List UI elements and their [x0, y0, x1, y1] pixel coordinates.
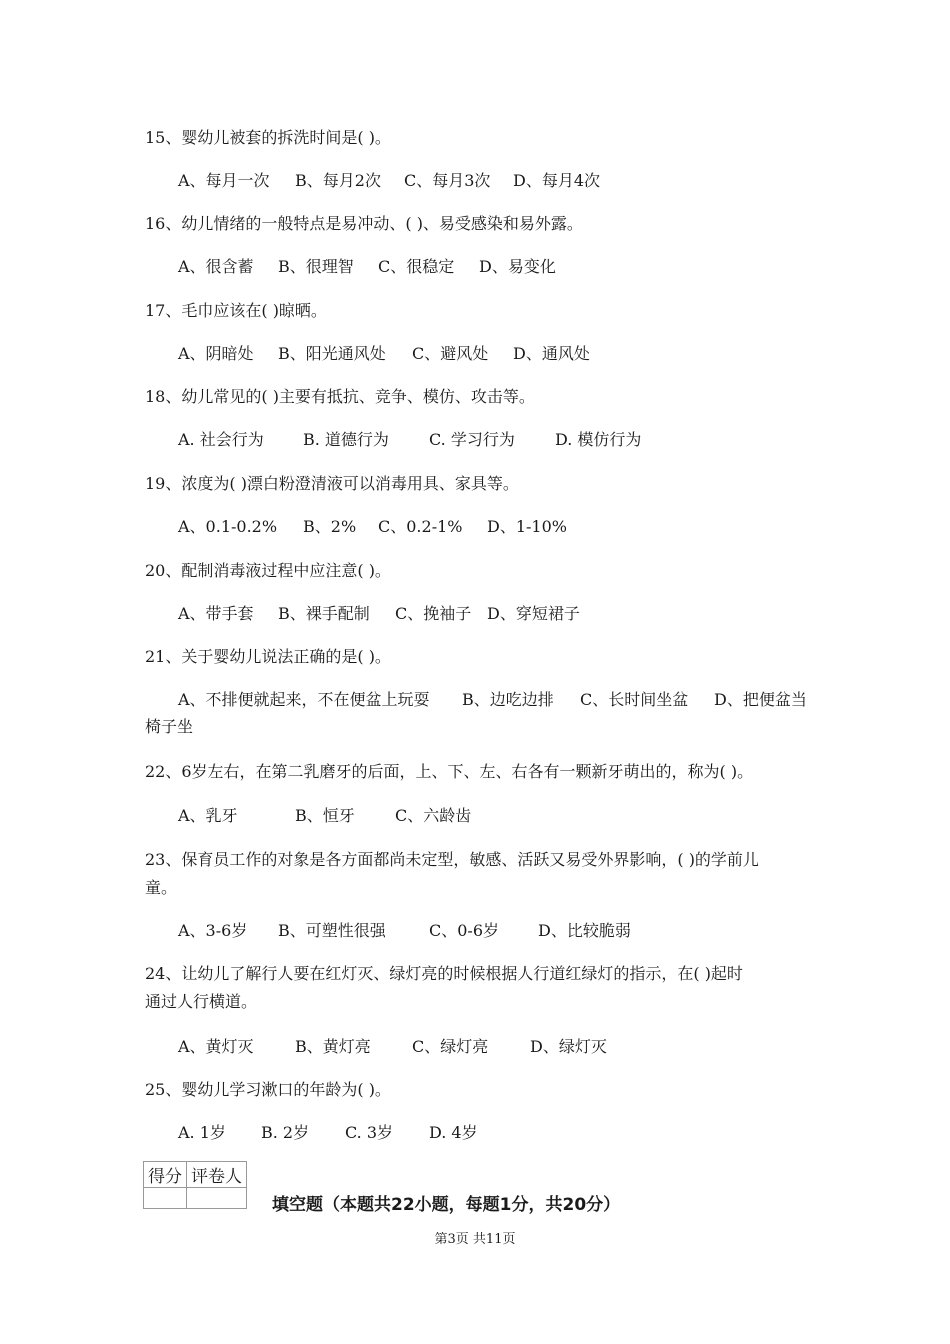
- q15-option-c: C、每月3次: [404, 171, 491, 190]
- q18-option-d: D. 模仿行为: [555, 430, 642, 449]
- q18-option-c: C. 学习行为: [429, 430, 515, 449]
- q19-option-d: D、1-10%: [487, 517, 567, 536]
- q25-option-d: D. 4岁: [429, 1123, 478, 1142]
- q15-option-b: B、每月2次: [295, 171, 381, 190]
- q18-option-b: B. 道德行为: [303, 430, 389, 449]
- q21-option-continuation: 椅子坐: [145, 717, 194, 736]
- q23-option-a: A、3-6岁: [178, 921, 248, 940]
- q16-option-b: B、很理智: [278, 257, 354, 276]
- q23-option-b: B、可塑性很强: [278, 921, 386, 940]
- question-23-stem: 23、保育员工作的对象是各方面都尚未定型，敏感、活跃又易受外界影响，( )的学前儿: [145, 850, 759, 869]
- q25-option-c: C. 3岁: [345, 1123, 394, 1142]
- page-footer: 第3页 共11页: [434, 1232, 516, 1247]
- q19-option-a: A、0.1-0.2%: [178, 517, 278, 536]
- question-18-stem: 18、幼儿常见的( )主要有抵抗、竞争、模仿、攻击等。: [145, 387, 535, 406]
- question-22-stem: 22、6岁左右，在第二乳磨牙的后面，上、下、左、右各有一颗新牙萌出的，称为( )。: [145, 762, 754, 781]
- score-cell[interactable]: [144, 1188, 187, 1209]
- q25-option-a: A. 1岁: [178, 1123, 226, 1142]
- question-20-stem: 20、配制消毒液过程中应注意( )。: [145, 561, 391, 580]
- q21-option-a: A、不排便就起来，不在便盆上玩耍: [178, 690, 430, 709]
- question-21-stem: 21、关于婴幼儿说法正确的是( )。: [145, 647, 391, 666]
- q20-option-b: B、裸手配制: [278, 604, 370, 623]
- question-24-stem: 24、让幼儿了解行人要在红灯灭、绿灯亮的时候根据人行道红绿灯的指示，在( )起时: [145, 964, 743, 983]
- q20-option-a: A、带手套: [178, 604, 254, 623]
- question-16-stem: 16、幼儿情绪的一般特点是易冲动、( )、易受感染和易外露。: [145, 214, 583, 233]
- q21-option-b: B、边吃边排: [462, 690, 554, 709]
- q17-option-c: C、避风处: [412, 344, 489, 363]
- q16-option-c: C、很稳定: [378, 257, 455, 276]
- grader-header: 评卷人: [187, 1162, 247, 1188]
- q19-option-b: B、2%: [303, 517, 357, 536]
- q16-option-d: D、易变化: [479, 257, 556, 276]
- q25-option-b: B. 2岁: [261, 1123, 310, 1142]
- q22-option-b: B、恒牙: [295, 806, 355, 825]
- question-17-stem: 17、毛巾应该在( )晾晒。: [145, 301, 327, 320]
- grader-cell[interactable]: [187, 1188, 247, 1209]
- q20-option-c: C、挽袖子: [395, 604, 472, 623]
- q21-option-c: C、长时间坐盆: [580, 690, 689, 709]
- q17-option-d: D、通风处: [513, 344, 590, 363]
- score-table: [143, 1161, 247, 1209]
- q24-option-c: C、绿灯亮: [412, 1037, 489, 1056]
- q16-option-a: A、很含蓄: [178, 257, 254, 276]
- q17-option-a: A、阴暗处: [178, 344, 254, 363]
- q21-option-d: D、把便盆当: [714, 690, 807, 709]
- q20-option-d: D、穿短裙子: [487, 604, 580, 623]
- score-header: 得分: [144, 1162, 187, 1188]
- q15-option-a: A、每月一次: [178, 171, 270, 190]
- q19-option-c: C、0.2-1%: [378, 517, 463, 536]
- q24-option-d: D、绿灯灭: [530, 1037, 607, 1056]
- question-25-stem: 25、婴幼儿学习漱口的年龄为( )。: [145, 1080, 391, 1099]
- q22-option-a: A、乳牙: [178, 806, 238, 825]
- question-23-stem-cont: 童。: [145, 878, 178, 897]
- q18-option-a: A. 社会行为: [178, 430, 264, 449]
- question-15-stem: 15、婴幼儿被套的拆洗时间是( )。: [145, 128, 391, 147]
- question-19-stem: 19、浓度为( )漂白粉澄清液可以消毒用具、家具等。: [145, 474, 519, 493]
- q24-option-b: B、黄灯亮: [295, 1037, 371, 1056]
- q24-option-a: A、黄灯灭: [178, 1037, 254, 1056]
- section-title: 填空题（本题共22小题，每题1分，共20分）: [272, 1195, 621, 1215]
- q17-option-b: B、阳光通风处: [278, 344, 386, 363]
- question-24-stem-cont: 通过人行横道。: [145, 992, 258, 1011]
- q23-option-c: C、0-6岁: [429, 921, 500, 940]
- q23-option-d: D、比较脆弱: [538, 921, 631, 940]
- q15-option-d: D、每月4次: [513, 171, 601, 190]
- q22-option-c: C、六龄齿: [395, 806, 472, 825]
